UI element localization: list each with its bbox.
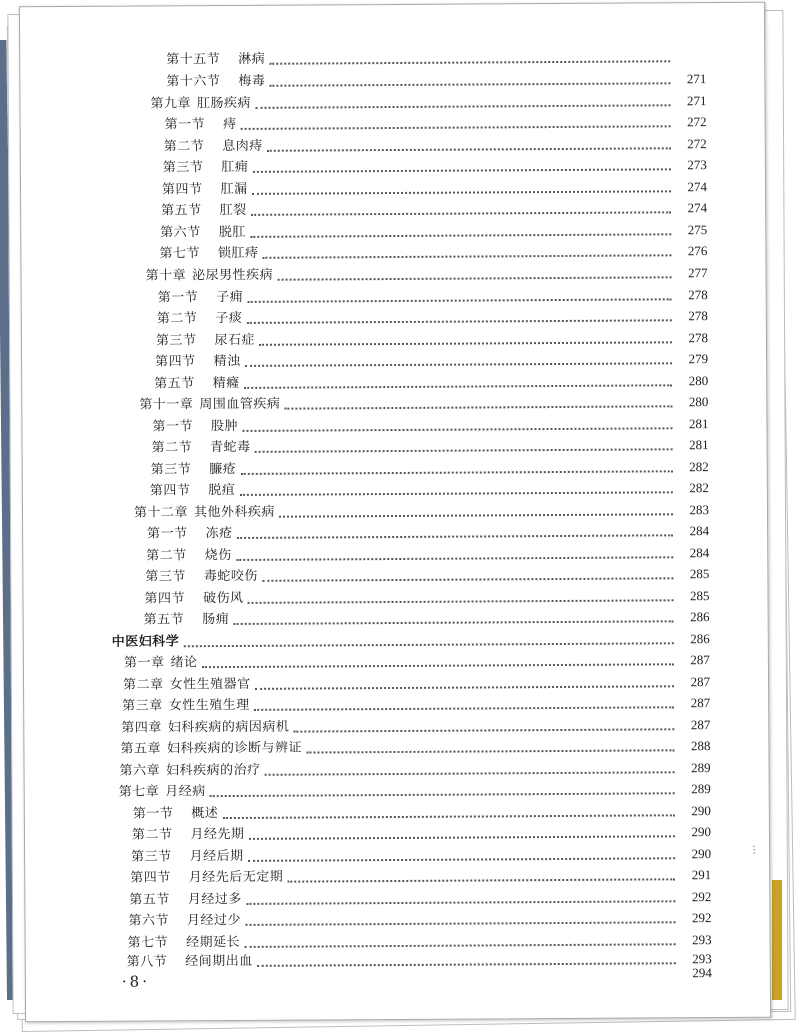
toc-entry-number: 第四节 <box>144 591 186 607</box>
toc-entry-number: 第二节 <box>151 440 193 456</box>
toc-entry-page: 289 <box>691 760 711 776</box>
toc-entry-number: 第六节 <box>160 225 201 241</box>
leader-dots <box>252 168 670 173</box>
toc-entry-page: 290 <box>691 846 712 862</box>
toc-entry-number: 第十六节 <box>166 74 221 90</box>
toc-entry-number: 第二节 <box>156 311 198 327</box>
toc-entry-title: 泌尿男性疾病 <box>192 267 274 284</box>
toc-entry[interactable] <box>162 177 707 200</box>
toc-entry[interactable] <box>164 134 707 157</box>
toc-entry-page: 287 <box>690 717 711 733</box>
toc-entry-number: 第八节 <box>126 954 168 970</box>
toc-entry-number: 第一节 <box>132 806 174 822</box>
toc-entry-number: 第三节 <box>131 849 172 865</box>
toc-entry-number: 第一章 <box>123 655 165 671</box>
leader-dots <box>244 384 672 389</box>
toc-entry-title: 月经后期 <box>189 848 244 865</box>
toc-entry-number: 第五章 <box>120 741 162 757</box>
toc-entry[interactable] <box>144 607 710 630</box>
toc-entry-page: 290 <box>691 803 711 819</box>
toc-entry-number: 第四节 <box>130 870 171 886</box>
toc-entry-page: 290 <box>691 824 712 840</box>
toc-entry-page: 293 <box>692 932 712 948</box>
toc-entry-title: 女性生殖器官 <box>169 676 251 693</box>
toc-entry-page: 274 <box>687 179 708 195</box>
toc-entry-title: 锁肛痔 <box>217 245 259 262</box>
toc-entry-page: 291 <box>691 867 712 883</box>
leader-dots <box>210 792 675 797</box>
toc-entry[interactable] <box>159 241 707 264</box>
gutter-mark: ⋮ <box>749 844 760 856</box>
toc-entry-page: 277 <box>687 265 708 281</box>
toc-entry[interactable] <box>120 758 711 782</box>
toc-entry-title: 冻疮 <box>205 525 233 542</box>
toc-entry-title: 烧伤 <box>204 547 232 564</box>
toc-entry-title: 子痈 <box>216 289 244 306</box>
leader-dots <box>277 276 671 280</box>
toc-entry-page: 273 <box>687 157 707 173</box>
toc-entry[interactable] <box>132 822 711 846</box>
toc-entry-page: 278 <box>688 308 708 324</box>
toc-entry-number: 第五节 <box>129 892 170 908</box>
toc-entry-number: 第五节 <box>161 203 202 219</box>
toc-entry-title: 精浊 <box>213 353 241 370</box>
toc-entry-page: 274 <box>687 200 708 216</box>
toc-entry-number: 第三章 <box>122 698 163 714</box>
toc-entry-page: 284 <box>689 523 710 539</box>
toc-entry-page: 284 <box>689 545 710 561</box>
toc-entry[interactable] <box>130 865 711 889</box>
toc-entry-page: 282 <box>689 459 709 475</box>
toc-entry-number: 第七节 <box>127 935 169 951</box>
leader-dots <box>251 211 671 216</box>
toc-entry-page: 292 <box>691 889 712 905</box>
toc-entry-page: 287 <box>690 674 711 690</box>
toc-entry-page: 280 <box>688 373 709 389</box>
leader-dots <box>287 878 675 882</box>
leader-dots <box>244 943 675 948</box>
toc-entry[interactable] <box>586 963 712 984</box>
toc-entry-number: 第七节 <box>159 246 200 262</box>
leader-dots <box>246 319 671 324</box>
toc-entry-page: 281 <box>689 437 709 453</box>
toc-entry-page: 285 <box>689 588 710 604</box>
toc-entry-title: 肛肠疾病 <box>196 95 252 112</box>
leader-dots <box>248 857 675 862</box>
toc-entry[interactable] <box>152 435 709 458</box>
toc-entry[interactable] <box>122 693 710 717</box>
toc-entry[interactable] <box>145 263 707 286</box>
leader-dots <box>269 60 670 64</box>
toc-entry-title: 肛痈 <box>221 159 249 176</box>
toc-entry-number: 第四节 <box>161 182 203 198</box>
toc-entry[interactable] <box>145 564 709 587</box>
toc-entry[interactable] <box>163 155 707 178</box>
toc-entry-number: 第七章 <box>118 784 160 800</box>
toc-entry[interactable] <box>160 220 707 243</box>
toc-entry[interactable] <box>147 521 709 544</box>
toc-entry-page: 285 <box>689 566 710 582</box>
toc-entry[interactable] <box>134 500 709 524</box>
page-folio: ·8· <box>121 972 151 991</box>
toc-entry-part[interactable] <box>112 629 710 653</box>
leader-dots <box>255 448 673 453</box>
toc-entry-title: 痔 <box>223 116 237 133</box>
leader-dots <box>252 190 671 195</box>
toc-entry-number: 第五节 <box>143 612 185 628</box>
toc-entry[interactable] <box>128 908 711 932</box>
toc-entry-title: 妇科疾病的诊断与辨证 <box>166 740 303 757</box>
toc-entry-title: 月经病 <box>165 784 206 800</box>
toc-entry-number: 第六章 <box>119 763 161 779</box>
toc-entry[interactable] <box>158 285 708 308</box>
toc-entry-number: 第二节 <box>146 548 187 564</box>
toc-entry[interactable] <box>154 371 708 394</box>
toc-entry[interactable] <box>123 672 710 696</box>
toc-entry[interactable] <box>120 736 710 760</box>
toc-entry-page: 287 <box>690 652 710 668</box>
toc-entry-page: 272 <box>687 136 707 152</box>
toc-entry-number: 第十章 <box>145 268 187 284</box>
leader-dots <box>222 814 674 819</box>
toc-entry-title: 淋病 <box>238 51 266 67</box>
toc-entry-page: 281 <box>688 416 709 432</box>
toc-entry-number: 第十二章 <box>133 505 189 521</box>
leader-dots <box>262 254 671 258</box>
toc-entry[interactable] <box>157 306 708 329</box>
toc-entry-page: 271 <box>686 93 707 109</box>
toc-entry-number: 第四节 <box>149 483 191 499</box>
leader-dots <box>240 470 672 475</box>
toc-entry-title: 子痰 <box>215 310 243 327</box>
toc-entry[interactable] <box>124 650 710 674</box>
toc-entry-page: 272 <box>687 114 707 130</box>
toc-entry[interactable] <box>150 91 706 114</box>
toc-entry-number: 第三节 <box>155 333 197 349</box>
toc-entry-title: 妇科疾病的病因病机 <box>167 719 290 736</box>
toc-entry-title: 经期延长 <box>186 934 241 951</box>
toc-entry-page: 271 <box>686 71 707 87</box>
leader-dots <box>248 599 674 604</box>
leader-dots <box>245 362 672 367</box>
toc-entry-page: 276 <box>687 243 708 259</box>
toc-entry[interactable] <box>152 414 708 437</box>
toc-entry-page: 278 <box>688 330 708 346</box>
toc-entry-title: 息肉痔 <box>222 138 263 155</box>
toc-entry-title: 月经先期 <box>190 826 245 843</box>
toc-entry-title: 精癃 <box>212 375 240 392</box>
toc-entry-page: 293 <box>692 951 712 967</box>
toc-entry[interactable] <box>146 543 709 566</box>
toc-page <box>19 2 771 1023</box>
leader-dots <box>249 835 675 840</box>
toc-entry-title: 其他外科疾病 <box>193 504 276 521</box>
toc-entry[interactable] <box>131 844 711 868</box>
toc-entry-title: 概述 <box>191 806 219 822</box>
toc-entry-page: 294 <box>692 965 712 981</box>
toc-entry-number: 第二节 <box>163 139 205 155</box>
toc-entry-page: 279 <box>688 351 709 367</box>
toc-part-title: 中医妇科学 <box>111 634 180 650</box>
leader-dots <box>246 900 675 905</box>
leader-dots <box>262 577 673 582</box>
toc-entry-page: 289 <box>691 781 711 797</box>
toc-entry[interactable] <box>121 715 710 739</box>
toc-entry[interactable] <box>155 349 708 372</box>
toc-entry[interactable] <box>133 801 711 825</box>
toc-entry-number: 第四节 <box>155 354 196 370</box>
toc-entry-title: 梅毒 <box>238 73 266 89</box>
book-spine-right <box>772 880 782 1000</box>
toc-entry-title: 破伤风 <box>202 590 244 607</box>
toc-entry-title: 经间期出血 <box>185 953 253 970</box>
toc-entry-title: 妇科疾病的治疗 <box>166 762 261 779</box>
toc-entry-title: 脱肛 <box>218 224 246 241</box>
toc-entry-title: 女性生殖生理 <box>168 697 250 714</box>
toc-entry-page: 275 <box>687 222 708 238</box>
toc-entry-number: 第五节 <box>154 376 195 392</box>
toc-entry-page: 292 <box>691 910 712 926</box>
toc-entry-title: 股肿 <box>210 418 239 435</box>
toc-entry[interactable] <box>166 47 706 70</box>
leader-dots <box>247 298 671 303</box>
leader-dots <box>284 405 672 409</box>
toc-entry-title: 月经过少 <box>186 912 242 929</box>
leader-dots <box>242 427 672 432</box>
leader-dots <box>239 491 672 496</box>
leader-dots <box>255 104 670 109</box>
toc-entry-title: 月经先后无定期 <box>188 869 284 886</box>
toc-entry[interactable] <box>119 779 711 803</box>
toc-entry[interactable] <box>150 478 709 501</box>
toc-entry-page: 283 <box>689 502 710 518</box>
toc-entry-number: 第三节 <box>162 160 204 176</box>
toc-entry-number: 第三节 <box>145 569 186 585</box>
leader-dots <box>183 642 673 647</box>
toc-entry-title: 尿石症 <box>214 332 256 349</box>
toc-entry-title: 月经过多 <box>187 891 242 908</box>
leader-dots <box>259 341 672 346</box>
leader-dots <box>233 620 673 625</box>
toc-entry-number: 第十五节 <box>166 52 221 68</box>
leader-dots <box>236 556 673 561</box>
toc-entry-number: 第三节 <box>150 462 192 478</box>
leader-dots <box>255 685 674 690</box>
toc-entry-title: 周围血管疾病 <box>199 396 281 413</box>
toc-entry-title: 肛裂 <box>219 202 247 219</box>
leader-dots <box>269 82 670 86</box>
leader-dots <box>241 125 671 130</box>
toc-entry-number: 第一节 <box>164 117 206 133</box>
leader-dots <box>279 513 673 517</box>
toc-entry-title: 肠痈 <box>202 612 230 628</box>
toc-entry-title: 脱疽 <box>208 482 236 499</box>
toc-entry-number: 第六节 <box>128 913 170 929</box>
leader-dots <box>250 233 671 238</box>
toc-entry[interactable] <box>156 328 708 351</box>
toc-entry[interactable] <box>165 112 707 135</box>
leader-dots <box>267 147 671 151</box>
toc-entry-number: 第四章 <box>121 720 162 736</box>
toc-entry-title: 青蛇毒 <box>210 439 251 456</box>
toc-entry-title: 肛漏 <box>220 181 248 198</box>
toc-entry[interactable] <box>166 69 706 92</box>
toc-entry[interactable] <box>144 586 709 609</box>
toc-entry-page: 286 <box>690 609 710 625</box>
toc-entry[interactable] <box>161 198 707 221</box>
toc-entry[interactable] <box>139 392 708 415</box>
leader-dots <box>201 663 673 668</box>
toc-entry-number: 第一节 <box>157 290 199 306</box>
toc-entry-title: 臁疮 <box>209 461 237 478</box>
toc-entry-title: 绪论 <box>170 655 198 671</box>
toc-entry-page: 286 <box>690 631 710 647</box>
toc-entry-page: 278 <box>688 287 708 303</box>
toc-entry-number: 第一节 <box>147 526 188 542</box>
toc-entry-title: 毒蛇咬伤 <box>203 568 258 585</box>
leader-dots <box>293 728 674 732</box>
toc-entry-page: 282 <box>689 480 709 496</box>
leader-dots <box>306 749 674 753</box>
toc-entry[interactable] <box>151 457 709 480</box>
toc-entry-page: 280 <box>688 394 709 410</box>
toc-entry-number: 第二章 <box>123 677 164 693</box>
toc-entry-number: 第二节 <box>131 827 173 843</box>
toc-entry-number: 第十一章 <box>139 397 194 413</box>
toc-entry-page: 288 <box>690 738 711 754</box>
toc-entry[interactable] <box>129 887 711 911</box>
toc-entry-number: 第九章 <box>150 96 192 112</box>
leader-dots <box>254 706 674 711</box>
toc-entry-number: 第一节 <box>152 419 194 435</box>
leader-dots <box>245 921 675 926</box>
leader-dots <box>237 534 673 539</box>
toc-entry-page: 287 <box>690 695 711 711</box>
leader-dots <box>265 771 675 776</box>
